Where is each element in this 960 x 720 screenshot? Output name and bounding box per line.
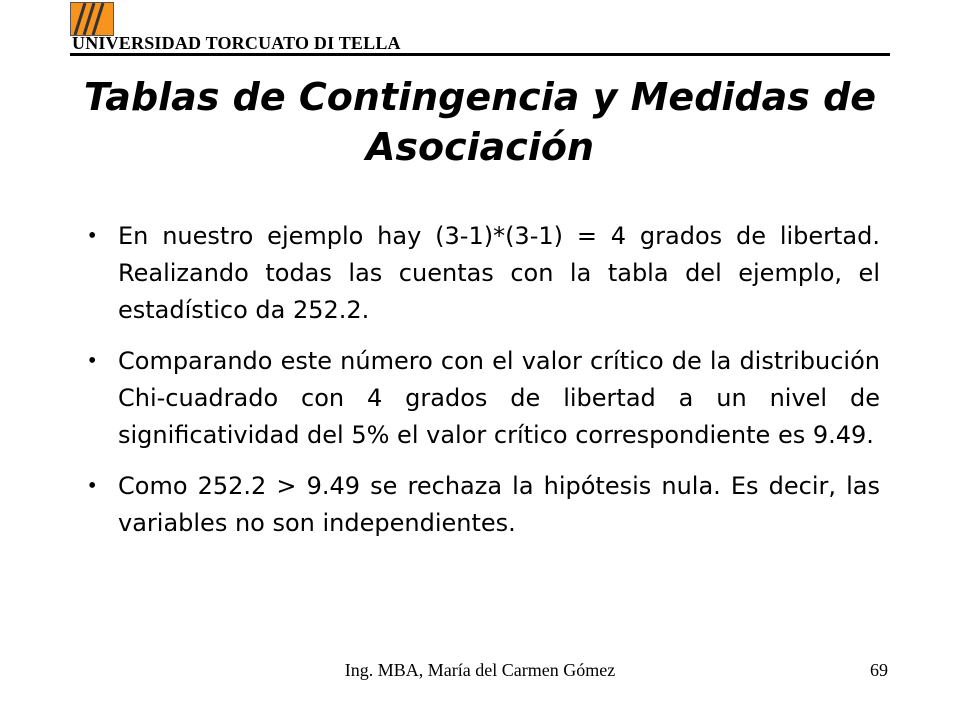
bullet-dot-icon: • xyxy=(88,348,97,374)
bullet-list xyxy=(88,218,880,556)
bullet-item xyxy=(88,468,880,542)
bullet-text: Comparando este número con el valor crítico de la distribución Chi-cuadrado con 4 grados de libertad a un nivel de significatividad del 5% el valor crítico correspondiente es 9.49. xyxy=(118,347,880,449)
slide-title: Tablas de Contingencia y Medidas de Asociación xyxy=(83,75,877,169)
bullet-text: En nuestro ejemplo hay (3-1)*(3-1) = 4 grados de libertad. Realizando todas las cuentas con la tabla del ejemplo, el estadístico da 252.2. xyxy=(118,222,880,324)
footer-author: Ing. MBA, María del Carmen Gómez xyxy=(344,660,616,680)
header-divider xyxy=(70,53,890,56)
bullet-item xyxy=(88,218,880,329)
institution-name: UNIVERSIDAD TORCUATO DI TELLA xyxy=(72,33,401,53)
bullet-item xyxy=(88,343,880,454)
bullet-dot-icon: • xyxy=(88,473,97,499)
bullet-dot-icon: • xyxy=(88,223,97,249)
page-number: 69 xyxy=(870,660,888,680)
utdt-logo-icon xyxy=(70,2,114,36)
bullet-text: Como 252.2 > 9.49 se rechaza la hipótesis nula. Es decir, las variables no son independientes. xyxy=(118,472,880,537)
